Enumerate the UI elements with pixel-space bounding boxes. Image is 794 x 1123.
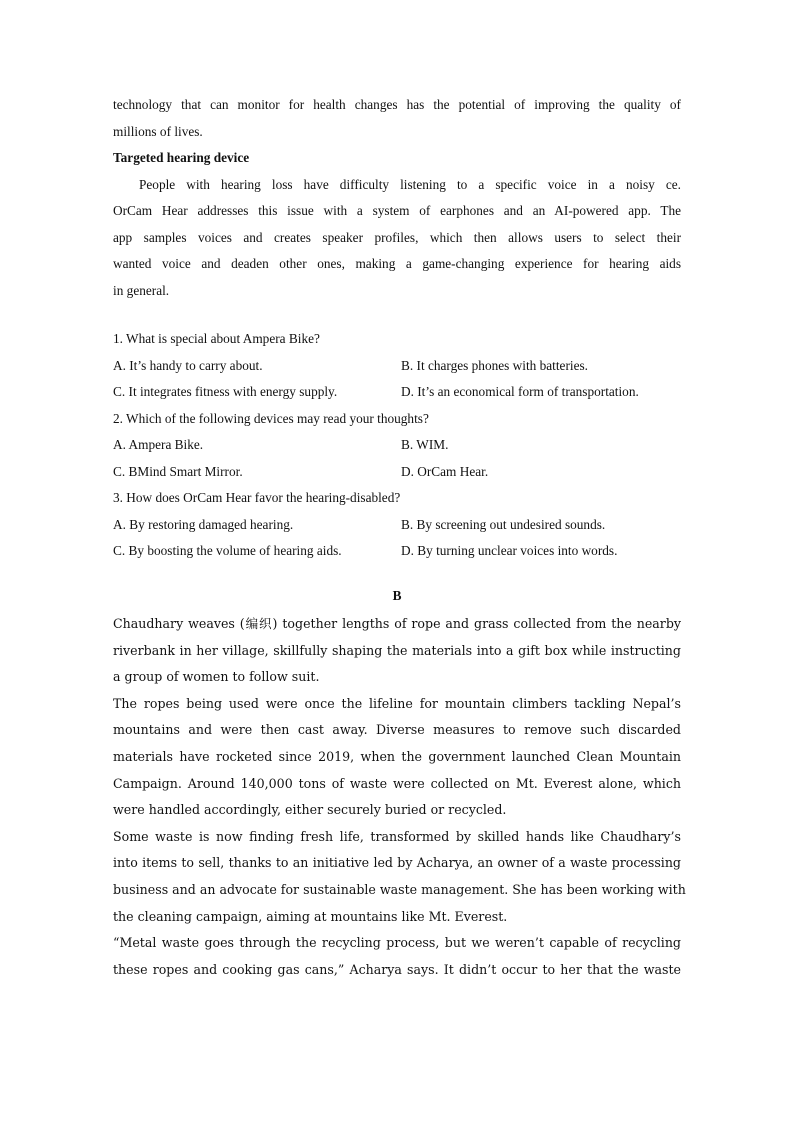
document-page <box>113 92 686 983</box>
option-a: A. It’s handy to carry about. <box>113 357 263 373</box>
option-c: C. BMind Smart Mirror. <box>113 463 243 479</box>
paragraph-line: “Metal waste goes through the recycling process, but we weren’t capable of recycling <box>113 935 681 951</box>
paragraph-line: technology that can monitor for health changes has the potential of improving the quality of <box>113 97 681 112</box>
paragraph-line: wanted voice and deaden other ones, making a game-changing experience for hearing aids <box>113 256 681 271</box>
hearing-section <box>113 145 681 304</box>
paragraph-line: The ropes being used were once the lifeline for mountain climbers tackling Nepal’s <box>113 695 681 711</box>
paragraph-line: People with hearing loss have difficulty listening to a specific voice in a noisy ce. <box>139 176 681 192</box>
option-b: B. WIM. <box>401 437 449 452</box>
question-2 <box>113 406 681 486</box>
paragraph-line: business and an advocate for sustainable waste management. She has been working with <box>113 881 686 897</box>
question-stem: 3. How does OrCam Hear favor the hearing-disabled? <box>113 490 401 505</box>
paragraph-line: Campaign. Around 140,000 tons of waste were collected on Mt. Everest alone, which <box>113 775 681 791</box>
paragraph-line: app samples voices and creates speaker profiles, which then allows users to select their <box>113 229 681 245</box>
paragraph-line: were handled accordingly, either securely buried or recycled. <box>113 802 507 818</box>
paragraph-line: OrCam Hear addresses this issue with a system of earphones and an AI-powered app. The <box>113 203 681 218</box>
paragraph-line: these ropes and cooking gas cans,” Acharya says. It didn’t occur to her that the waste <box>113 961 681 977</box>
paragraph-line: the cleaning campaign, aiming at mountains like Mt. Everest. <box>113 908 508 924</box>
option-d: D. It’s an economical form of transportation. <box>401 384 639 399</box>
option-c: C. By boosting the volume of hearing aids. <box>113 543 342 558</box>
option-a: A. By restoring damaged hearing. <box>113 516 294 532</box>
option-c: C. It integrates fitness with energy supply. <box>113 384 338 399</box>
question-stem: 2. Which of the following devices may read your thoughts? <box>113 410 429 426</box>
paragraph-line: in general. <box>113 282 170 298</box>
spacer <box>113 304 681 326</box>
paragraph-line: a group of women to follow suit. <box>113 669 320 685</box>
passage-a-tail <box>113 92 681 145</box>
option-b: B. By screening out undesired sounds. <box>401 516 606 532</box>
paragraph-line: riverbank in her village, skillfully shaping the materials into a gift box while instructing <box>113 642 681 658</box>
paragraph-line: Some waste is now finding fresh life, transformed by skilled hands like Chaudhary’s <box>113 828 681 844</box>
question-3 <box>113 485 681 565</box>
paragraph-line: materials have rocketed since 2019, when the government launched Clean Mountain <box>113 748 681 764</box>
paragraph-line: mountains and were then cast away. Diverse measures to remove such discarded <box>113 722 681 738</box>
paragraph-line: Chaudhary weaves (编织) together lengths of rope and grass collected from the nearby <box>113 616 681 631</box>
passage-b-title: B <box>392 587 402 603</box>
section-heading: Targeted hearing device <box>113 150 250 165</box>
passage-b-body <box>113 611 686 983</box>
option-b: B. It charges phones with batteries. <box>401 357 588 373</box>
paragraph-line: millions of lives. <box>113 123 203 139</box>
option-d: D. By turning unclear voices into words. <box>401 543 618 558</box>
option-a: A. Ampera Bike. <box>113 437 204 452</box>
question-1 <box>113 326 681 406</box>
option-d: D. OrCam Hear. <box>401 463 489 479</box>
question-list <box>113 326 681 565</box>
paragraph-line: into items to sell, thanks to an initiative led by Acharya, an owner of a waste processing <box>113 855 681 871</box>
question-stem: 1. What is special about Ampera Bike? <box>113 331 320 346</box>
